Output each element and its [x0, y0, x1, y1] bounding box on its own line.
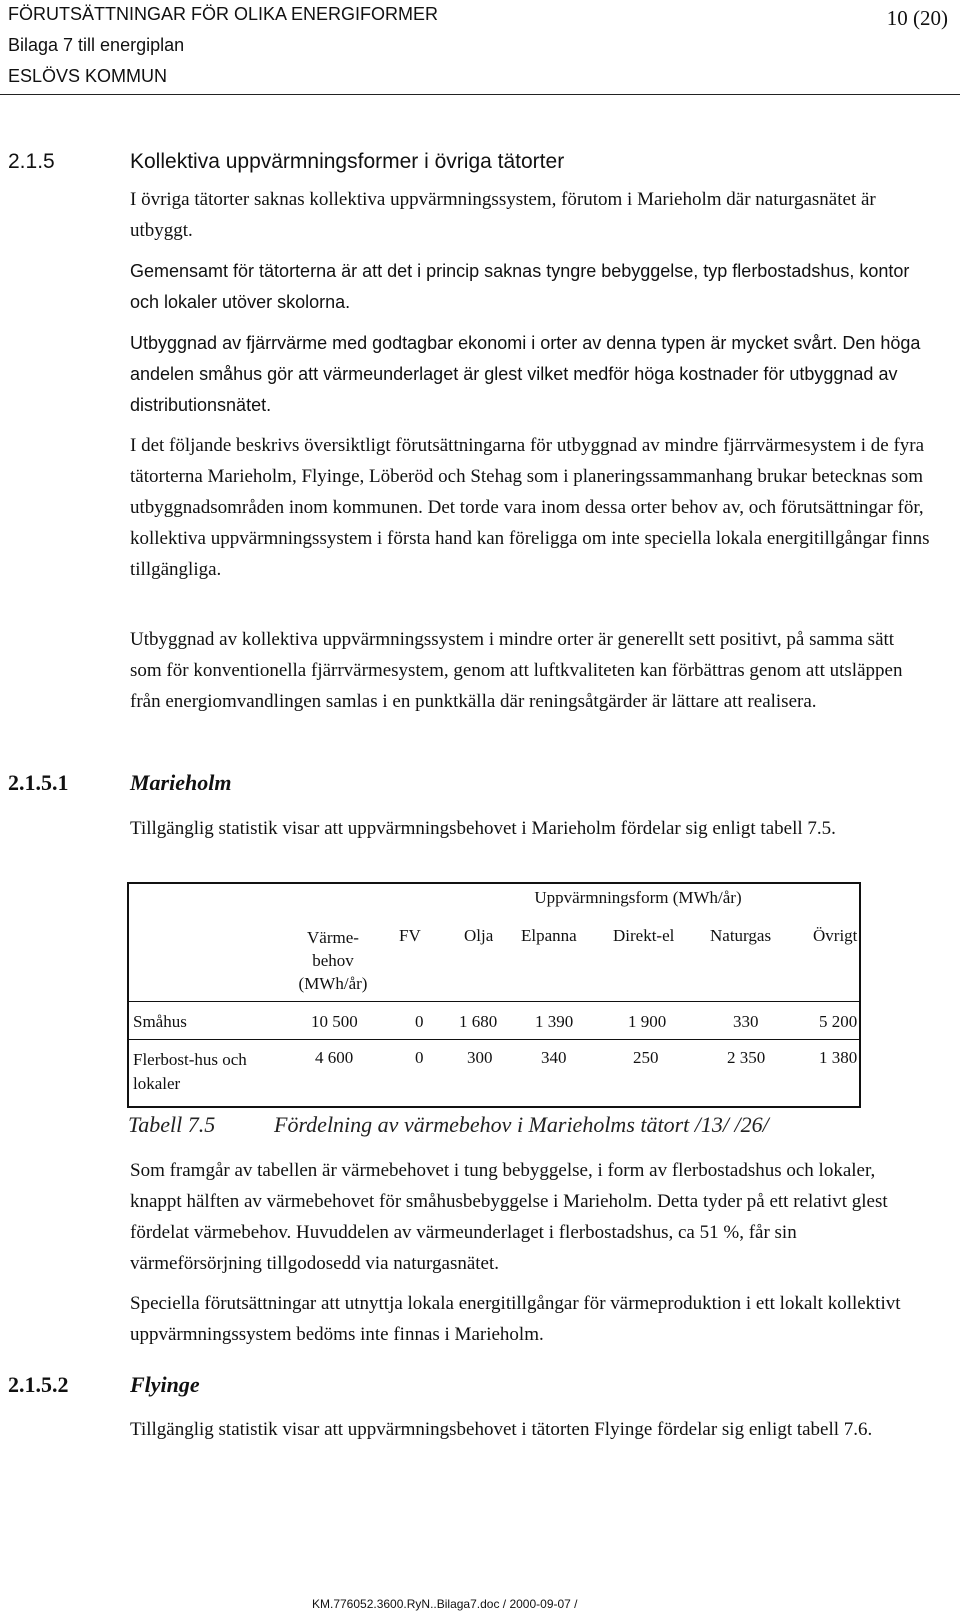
paragraph: Gemensamt för tätorterna är att det i princip saknas tyngre bebyggelse, typ flerbostadshus, kontor och lokaler utöver skolorna. [130, 261, 910, 312]
column-header: Naturgas [710, 926, 772, 945]
paragraph: Utbyggnad av fjärrvärme med godtagbar ekonomi i orter av denna typen är mycket svårt. Den höga andelen småhus gör att värmeunderlaget är glest vilket medför höga kostnader för utbyggnad av distributionsnätet. [130, 333, 921, 415]
paragraph: Utbyggnad av kollektiva uppvärmningssystem i mindre orter är generellt sett positivt, på samma sätt som för konventionella fjärrvärmesystem, genom att luftkvaliteten kan förbättras genom att utsläppen från energiomvandlingen samlas i en punktkälla där reningsåtgärder är lättare att realisera. [130, 629, 903, 712]
table-rule [129, 1039, 859, 1040]
page-number: 10 (20) [886, 6, 948, 30]
column-header: Värme-behov (MWh/år) [298, 928, 368, 993]
paragraph: I det följande beskrivs översiktligt förutsättningarna för utbyggnad av mindre fjärrvärmesystem i de fyra tätorterna Marieholm, Flyinge, Löberöd och Stehag som i planeringssammanhang brukar betecknas som utbyggnadsområden inom kommunen. Det torde vara inom dessa orter behov av, och förutsättningar för, kollektiva uppvärmningssystem i första hand kan föreligga om inte speciella lokala energitillgångar finns tillgängliga. [130, 435, 930, 580]
table-cell: 1 380 [819, 1048, 858, 1067]
column-header: Elpanna [521, 926, 577, 945]
section-title: Kollektiva uppvärmningsformer i övriga tätorter [130, 150, 565, 173]
paragraph: Tillgänglig statistik visar att uppvärmningsbehovet i Marieholm fördelar sig enligt tabell 7.5. [130, 818, 836, 839]
column-header: Övrigt [813, 926, 858, 945]
subsection-title: Marieholm [130, 770, 232, 795]
table-cell: 4 600 [315, 1048, 354, 1067]
table-caption-text: Fördelning av värmebehov i Marieholms tätort /13/ /26/ [274, 1112, 769, 1137]
table-cell: 5 200 [819, 1012, 858, 1031]
table-cell: 340 [541, 1048, 567, 1067]
table-rule [129, 1001, 859, 1002]
section-heading [8, 150, 564, 174]
subsection-heading [8, 1372, 200, 1398]
table-cell: 1 390 [535, 1012, 574, 1031]
document-footer: KM.776052.3600.RyN..Bilaga7.doc / 2000-09-07 / [312, 1597, 578, 1611]
paragraph: Som framgår av tabellen är värmebehovet i tung bebyggelse, i form av flerbostadshus och lokaler, knappt hälften av värmebehovet för småhusbebyggelse i Marieholm. Detta tyder på ett relativt glest fördelat värmebehov. Huvuddelen av värmeunderlaget i flerbostadshus, ca 51 %, får sin värmeförsörjning tillgodosedd via naturgasnätet. [130, 1160, 888, 1274]
subsection-heading [8, 770, 231, 796]
heating-table [127, 882, 861, 1108]
table-cell: 330 [733, 1012, 759, 1031]
table-group-header: Uppvärmningsform (MWh/år) [534, 888, 742, 907]
table-cell: 1 680 [459, 1012, 498, 1031]
table-cell: 0 [415, 1012, 424, 1031]
table-cell: 300 [467, 1048, 493, 1067]
table-cell: 10 500 [311, 1012, 358, 1031]
section-number: 2.1.5 [8, 150, 55, 173]
paragraph: Speciella förutsättningar att utnyttja lokala energitillgångar för värmeproduktion i ett lokalt kollektivt uppvärmningssystem bedöms inte finnas i Marieholm. [130, 1293, 901, 1345]
subsection-title: Flyinge [130, 1372, 200, 1397]
table-cell: 2 350 [727, 1048, 766, 1067]
column-header: Direkt-el [613, 926, 675, 945]
column-header: FV [399, 926, 421, 945]
table-cell: 0 [415, 1048, 424, 1067]
table-cell: 1 900 [628, 1012, 667, 1031]
subsection-number: 2.1.5.2 [8, 1372, 69, 1397]
header-title: FÖRUTSÄTTNINGAR FÖR OLIKA ENERGIFORMER [8, 4, 439, 24]
header-divider [0, 94, 960, 95]
row-label: Småhus [133, 1012, 187, 1031]
row-label: Flerbost-hus och lokaler [133, 1050, 247, 1093]
paragraph: Tillgänglig statistik visar att uppvärmningsbehovet i tätorten Flyinge fördelar sig enligt tabell 7.6. [130, 1419, 873, 1440]
column-header: Olja [464, 926, 494, 945]
header-subtitle: Bilaga 7 till energiplan [8, 35, 185, 55]
table-caption-label: Tabell 7.5 [128, 1112, 216, 1137]
table-cell: 250 [633, 1048, 659, 1067]
paragraph: I övriga tätorter saknas kollektiva uppvärmningssystem, förutom i Marieholm där naturgasnätet är utbyggt. [130, 189, 876, 241]
header-organization: ESLÖVS KOMMUN [8, 66, 168, 86]
subsection-number: 2.1.5.1 [8, 770, 69, 795]
